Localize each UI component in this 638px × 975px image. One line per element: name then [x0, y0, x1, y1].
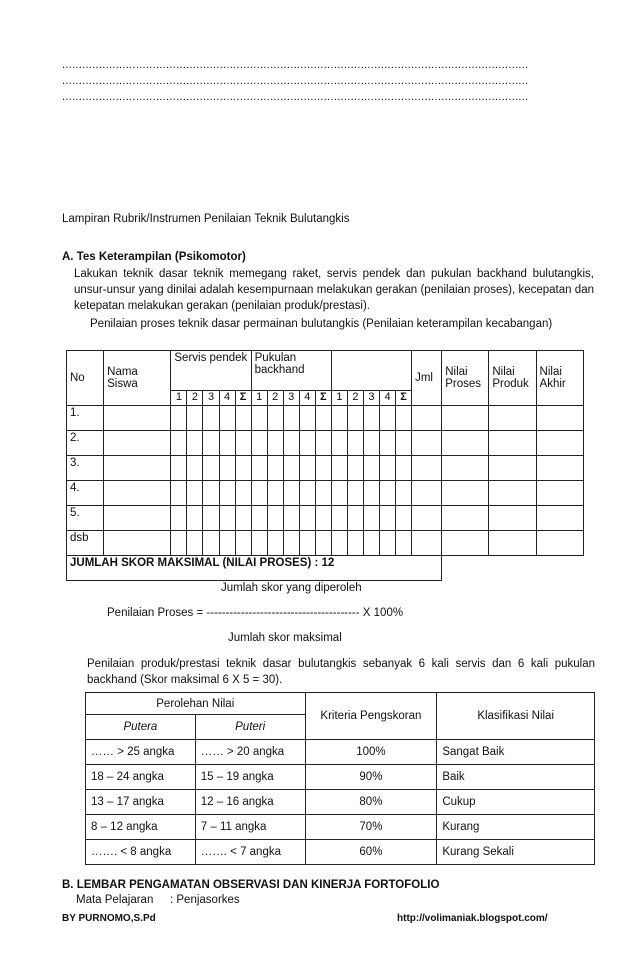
klasifikasi-cell: Sangat Baik	[437, 740, 595, 765]
row-number: 3.	[67, 456, 104, 481]
score-col: 4	[299, 391, 315, 406]
row-number: 5.	[67, 506, 104, 531]
score-col: 2	[187, 391, 203, 406]
mapel-value: : Penjasorkes	[170, 894, 240, 906]
product-text: Penilaian produk/prestasi teknik dasar bulutangkis sebanyak 6 kali servis dan 6 kali pukulan backhand (Skor maksimal 6 X 5 = 30).	[87, 658, 595, 686]
formula-denominator: Jumlah skor maksimal	[228, 632, 342, 644]
table-row	[67, 406, 584, 431]
process-subtitle: Penilaian proses teknik dasar permainan bulutangkis (Penilaian keterampilan kecabangan)	[90, 318, 553, 330]
puteri-cell: 12 – 16 angka	[195, 790, 305, 815]
kriteria-cell: 90%	[305, 765, 437, 790]
row-number: 4.	[67, 481, 104, 506]
klasifikasi-cell: Kurang	[437, 815, 595, 840]
header-klasifikasi: Klasifikasi Nilai	[437, 693, 595, 740]
score-col: 2	[347, 391, 363, 406]
header-nilai-proses: Nilai Proses	[442, 351, 489, 406]
kriteria-cell: 60%	[305, 840, 437, 865]
kriteria-cell: 70%	[305, 815, 437, 840]
puteri-cell: …… > 20 angka	[195, 740, 305, 765]
dotted-line-1: ...........................................................................................................................................	[62, 59, 529, 71]
row-number: 1.	[67, 406, 104, 431]
formula-label: Penilaian Proses = ---------------------------------------- X 100%	[107, 607, 404, 619]
header-pukulan: Pukulan backhand	[251, 351, 331, 391]
header-nilai-produk: Nilai Produk	[489, 351, 536, 406]
table-row	[86, 790, 595, 815]
header-perolehan: Perolehan Nilai	[86, 693, 306, 715]
table-row	[86, 740, 595, 765]
kriteria-cell: 100%	[305, 740, 437, 765]
header-puteri: Puteri	[195, 715, 305, 740]
score-sum-col: Σ	[235, 391, 251, 406]
score-col: 3	[363, 391, 379, 406]
header-kriteria: Kriteria Pengskoran	[305, 693, 437, 740]
puteri-cell: ……. < 7 angka	[195, 840, 305, 865]
process-table	[66, 350, 584, 581]
kriteria-cell: 80%	[305, 790, 437, 815]
puteri-cell: 7 – 11 angka	[195, 815, 305, 840]
total-max-score: JUMLAH SKOR MAKSIMAL (NILAI PROSES) : 12	[67, 556, 442, 581]
formula-numerator: Jumlah skor yang diperoleh	[221, 582, 362, 594]
dotted-line-2: ...........................................................................................................................................	[62, 75, 529, 87]
row-number: dsb	[67, 531, 104, 556]
score-sum-col: Σ	[315, 391, 331, 406]
section-a-heading: A. Tes Keterampilan (Psikomotor)	[62, 251, 246, 263]
score-col: 4	[219, 391, 235, 406]
table-row	[86, 815, 595, 840]
score-col: 4	[380, 391, 396, 406]
table-row	[86, 765, 595, 790]
putera-cell: …… > 25 angka	[86, 740, 196, 765]
score-col: 1	[171, 391, 187, 406]
score-col: 3	[203, 391, 219, 406]
score-col: 3	[283, 391, 299, 406]
table-row	[67, 456, 584, 481]
table-row	[67, 506, 584, 531]
putera-cell: 18 – 24 angka	[86, 765, 196, 790]
table-row	[67, 431, 584, 456]
putera-cell: 13 – 17 angka	[86, 790, 196, 815]
puteri-cell: 15 – 19 angka	[195, 765, 305, 790]
footer-url[interactable]: http://volimaniak.blogspot.com/	[397, 913, 548, 924]
section-a-paragraph: Lakukan teknik dasar teknik memegang raket, servis pendek dan pukulan backhand bulutangkis, unsur-unsur yang dinilai adalah kesempurnaan melakukan gerakan (penilaian proses), kecepatan dan ketepatan melakukan gerakan (penilaian produk/prestasi).	[74, 268, 594, 312]
header-no: No	[67, 351, 104, 406]
header-putera: Putera	[86, 715, 196, 740]
table-row	[86, 840, 595, 865]
product-table	[85, 692, 595, 865]
klasifikasi-cell: Kurang Sekali	[437, 840, 595, 865]
score-sum-col: Σ	[396, 391, 412, 406]
header-blank	[331, 351, 411, 391]
footer-author: BY PURNOMO,S.Pd	[62, 913, 156, 924]
score-col: 1	[251, 391, 267, 406]
score-col: 2	[267, 391, 283, 406]
table-row	[67, 531, 584, 556]
header-jml: Jml	[412, 351, 442, 406]
row-number: 2.	[67, 431, 104, 456]
mapel-label: Mata Pelajaran	[76, 894, 154, 906]
section-b-heading: B. LEMBAR PENGAMATAN OBSERVASI DAN KINERJA FORTOFOLIO	[62, 879, 440, 891]
appendix-title: Lampiran Rubrik/Instrumen Penilaian Teknik Bulutangkis	[62, 213, 350, 225]
score-col: 1	[331, 391, 347, 406]
putera-cell: 8 – 12 angka	[86, 815, 196, 840]
klasifikasi-cell: Baik	[437, 765, 595, 790]
header-nilai-akhir: Nilai Akhir	[536, 351, 583, 406]
putera-cell: ……. < 8 angka	[86, 840, 196, 865]
header-nama-siswa: Nama Siswa	[104, 351, 171, 406]
klasifikasi-cell: Cukup	[437, 790, 595, 815]
header-servis: Servis pendek	[171, 351, 251, 391]
table-row	[67, 481, 584, 506]
dotted-line-3: ...........................................................................................................................................	[62, 91, 529, 103]
